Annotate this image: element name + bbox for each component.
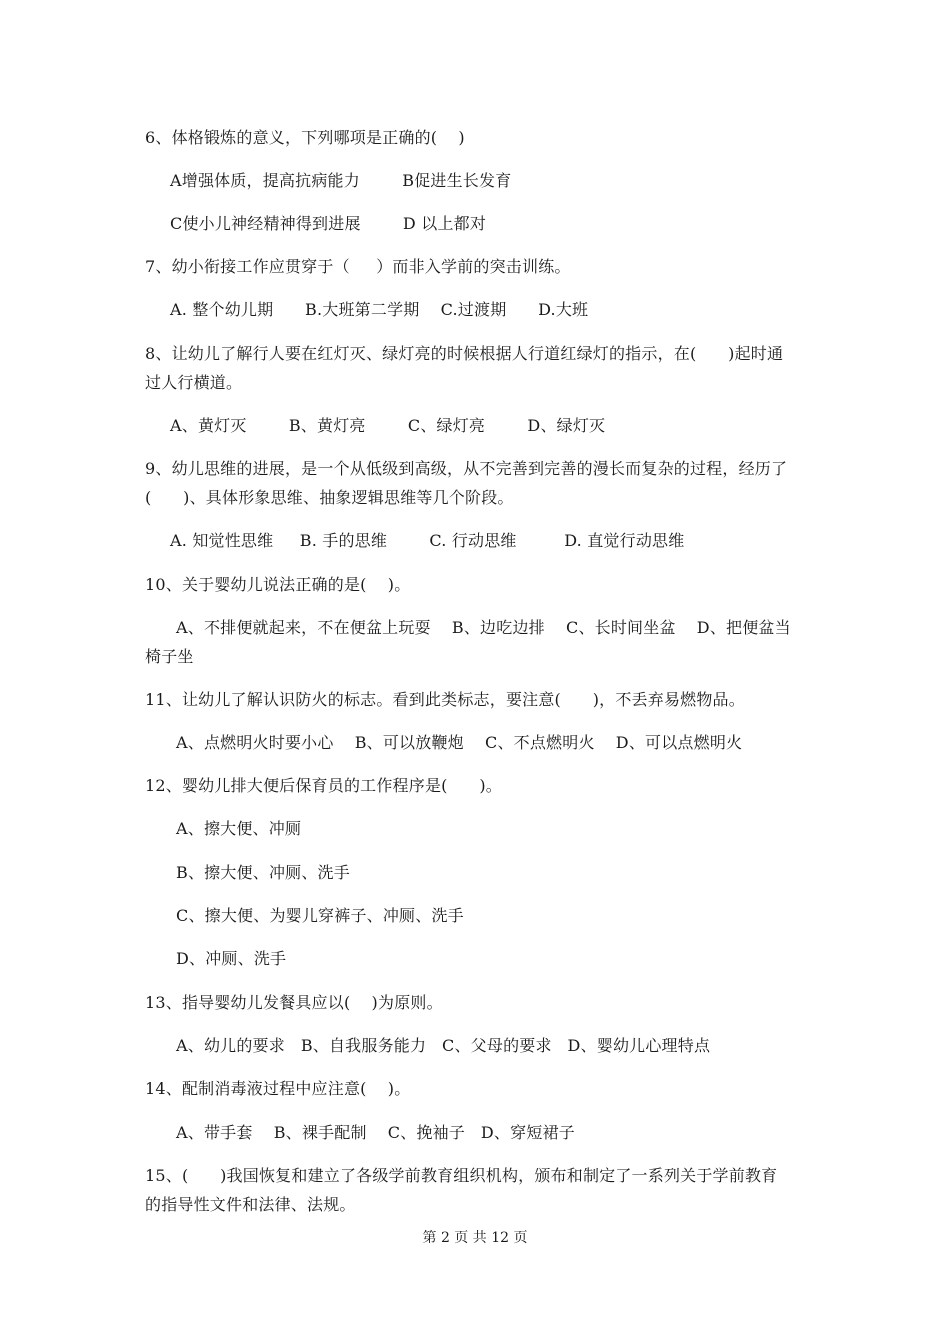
question-7: 7、幼小衔接工作应贯穿于（ ）而非入学前的突击训练。 xyxy=(145,257,571,276)
question-7-options: A. 整个幼儿期 B.大班第二学期 C.过渡期 D.大班 xyxy=(170,300,589,319)
question-8-options: A、黄灯灭 B、黄灯亮 C、绿灯亮 D、绿灯灭 xyxy=(170,416,606,435)
question-12-option-c: C、擦大便、为婴儿穿裤子、冲厕、洗手 xyxy=(176,906,464,925)
question-10-options: A、不排便就起来，不在便盆上玩耍 B、边吃边排 C、长时间坐盆 D、把便盆当 xyxy=(176,618,791,637)
question-8-continued: 过人行横道。 xyxy=(145,373,243,392)
question-13: 13、指导婴幼儿发餐具应以( )为原则。 xyxy=(145,993,443,1012)
question-15: 15、( )我国恢复和建立了各级学前教育组织机构，颁布和制定了一系列关于学前教育 xyxy=(145,1166,778,1185)
question-10-options-continued: 椅子坐 xyxy=(145,647,194,666)
question-8: 8、让幼儿了解行人要在红灯灭、绿灯亮的时候根据人行道红绿灯的指示，在( )起时通 xyxy=(145,344,784,363)
question-6: 6、体格锻炼的意义，下列哪项是正确的( ) xyxy=(145,128,465,147)
question-9: 9、幼儿思维的进展，是一个从低级到高级，从不完善到完善的漫长而复杂的过程，经历了 xyxy=(145,459,788,478)
question-10: 10、关于婴幼儿说法正确的是( )。 xyxy=(145,575,411,594)
question-12-option-d: D、冲厕、洗手 xyxy=(176,949,287,968)
question-12-option-b: B、擦大便、冲厕、洗手 xyxy=(176,863,350,882)
question-9-options: A. 知觉性思维 B. 手的思维 C. 行动思维 D. 直觉行动思维 xyxy=(170,531,685,550)
question-14: 14、配制消毒液过程中应注意( )。 xyxy=(145,1079,411,1098)
question-14-options: A、带手套 B、裸手配制 C、挽袖子 D、穿短裙子 xyxy=(176,1123,575,1142)
question-12: 12、婴幼儿排大便后保育员的工作程序是( )。 xyxy=(145,776,502,795)
question-13-options: A、幼儿的要求 B、自我服务能力 C、父母的要求 D、婴幼儿心理特点 xyxy=(176,1036,711,1055)
question-12-option-a: A、擦大便、冲厕 xyxy=(176,819,302,838)
question-9-continued: ( )、具体形象思维、抽象逻辑思维等几个阶段。 xyxy=(145,488,514,507)
question-6-options-cd: C使小儿神经精神得到进展 D 以上都对 xyxy=(170,214,487,233)
question-6-options-ab: A增强体质，提高抗病能力 B促进生长发育 xyxy=(170,171,512,190)
question-15-continued: 的指导性文件和法律、法规。 xyxy=(145,1195,356,1214)
question-11-options: A、点燃明火时要小心 B、可以放鞭炮 C、不点燃明火 D、可以点燃明火 xyxy=(176,733,743,752)
question-11: 11、让幼儿了解认识防火的标志。看到此类标志，要注意( )，不丢弃易燃物品。 xyxy=(145,690,745,709)
page-footer: 第 2 页 共 12 页 xyxy=(422,1230,528,1246)
